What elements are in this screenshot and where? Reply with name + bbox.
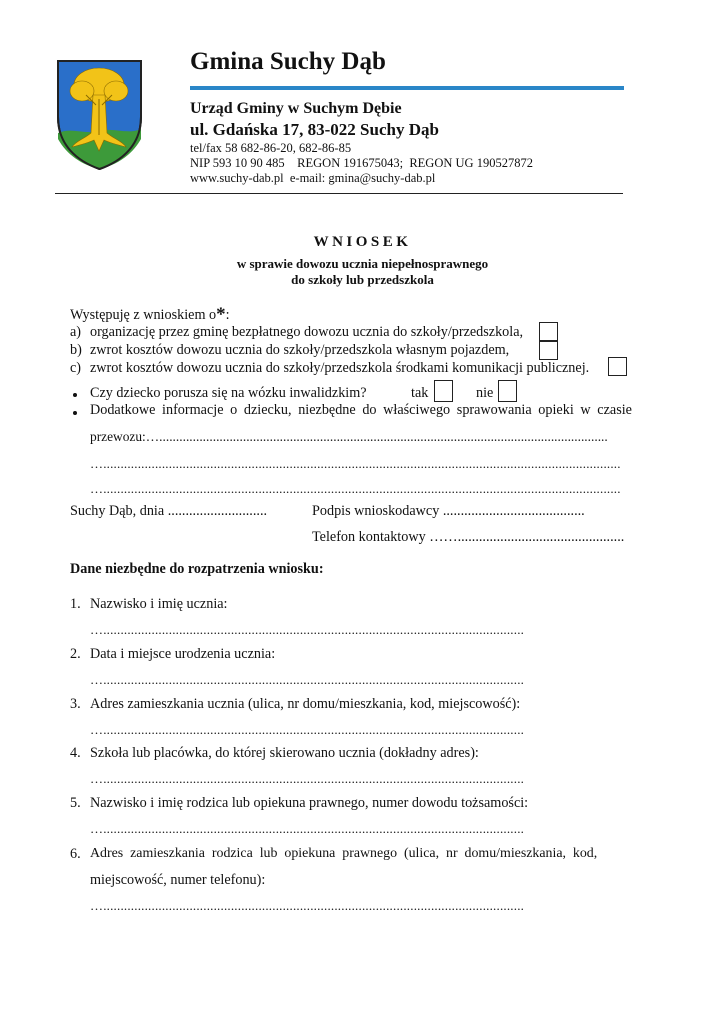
form-subtitle-line2: do szkoły lub przedszkola bbox=[291, 272, 434, 287]
request-intro: Występuję z wnioskiem o*: bbox=[70, 304, 230, 325]
office-address: ul. Gdańska 17, 83-022 Suchy Dąb bbox=[190, 120, 439, 139]
contact-phone-field[interactable]: Telefon kontaktowy ……............................................... bbox=[312, 529, 625, 545]
field-6-label: Adres zamieszkania rodzica lub opiekuna prawnego (ulica, nr domu/mieszkania, kod, bbox=[90, 846, 598, 861]
wheelchair-question: Czy dziecko porusza się na wózku inwalidzkim? bbox=[90, 385, 367, 401]
bullet-icon bbox=[73, 393, 77, 397]
field-5-label: Nazwisko i imię rodzica lub opiekuna prawnego, numer dowodu tożsamości: bbox=[90, 795, 529, 811]
field-1-number: 1. bbox=[70, 596, 81, 612]
option-c-marker: c) bbox=[70, 360, 82, 376]
field-3-input[interactable]: ….......................................................................................................................... bbox=[90, 722, 525, 737]
field-1-input[interactable]: ….......................................................................................................................... bbox=[90, 622, 525, 637]
asterisk-mark: * bbox=[216, 304, 226, 325]
form-title: WNIOSEK bbox=[313, 234, 412, 250]
field-2-number: 2. bbox=[70, 646, 81, 662]
field-3-label: Adres zamieszkania ucznia (ulica, nr domu/mieszkania, kod, miejscowość): bbox=[90, 696, 521, 712]
field-4-number: 4. bbox=[70, 745, 81, 761]
office-name: Urząd Gminy w Suchym Dębie bbox=[190, 100, 402, 117]
place-date-field[interactable]: Suchy Dąb, dnia ............................ bbox=[70, 503, 268, 519]
wheelchair-yes-checkbox[interactable] bbox=[434, 380, 453, 402]
field-2-input[interactable]: ….......................................................................................................................... bbox=[90, 672, 525, 687]
field-6-number: 6. bbox=[70, 846, 81, 862]
header-divider bbox=[55, 193, 623, 194]
field-4-label: Szkoła lub placówka, do której skierowano ucznia (dokładny adres): bbox=[90, 745, 479, 761]
field-6-input[interactable]: ….......................................................................................................................... bbox=[90, 898, 525, 913]
option-b-marker: b) bbox=[70, 342, 82, 358]
additional-info-label: Dodatkowe informacje o dziecku, niezbędne do właściwego sprawowania opieki w czasie bbox=[90, 402, 632, 418]
office-registry: NIP 593 10 90 485 REGON 191675043; REGON UG 190527872 bbox=[190, 156, 533, 170]
field-5-input[interactable]: ….......................................................................................................................... bbox=[90, 821, 525, 836]
wheelchair-yes-label: tak bbox=[411, 385, 429, 401]
option-c-checkbox[interactable] bbox=[608, 357, 627, 376]
additional-info-field-1[interactable]: przewozu:…...................................................................................................................................... bbox=[90, 429, 608, 444]
field-5-number: 5. bbox=[70, 795, 81, 811]
additional-info-field-3[interactable]: …...................................................................................................................................................... bbox=[90, 481, 621, 496]
office-web-email: www.suchy-dab.pl e-mail: gmina@suchy-dab.pl bbox=[190, 171, 436, 185]
organization-name: Gmina Suchy Dąb bbox=[190, 48, 386, 75]
additional-info-field-2[interactable]: …...................................................................................................................................................... bbox=[90, 456, 621, 471]
field-1-label: Nazwisko i imię ucznia: bbox=[90, 596, 228, 612]
field-3-number: 3. bbox=[70, 696, 81, 712]
coat-of-arms-icon bbox=[52, 55, 147, 173]
option-a-label: organizację przez gminę bezpłatnego dowozu ucznia do szkoły/przedszkola, bbox=[90, 324, 524, 340]
field-6-label-cont: miejscowość, numer telefonu): bbox=[90, 872, 266, 888]
section-heading: Dane niezbędne do rozpatrzenia wniosku: bbox=[70, 561, 324, 577]
field-4-input[interactable]: ….......................................................................................................................... bbox=[90, 771, 525, 786]
office-phone: tel/fax 58 682-86-20, 682-86-85 bbox=[190, 141, 352, 155]
form-subtitle-line1: w sprawie dowozu ucznia niepełnosprawnego bbox=[236, 256, 489, 271]
wheelchair-no-label: nie bbox=[476, 385, 494, 401]
option-a-checkbox[interactable] bbox=[539, 322, 558, 341]
option-b-label: zwrot kosztów dowozu ucznia do szkoły/przedszkola własnym pojazdem, bbox=[90, 342, 510, 358]
header-accent-bar bbox=[190, 86, 624, 90]
wheelchair-no-checkbox[interactable] bbox=[498, 380, 517, 402]
bullet-icon bbox=[73, 411, 77, 415]
option-c-label: zwrot kosztów dowozu ucznia do szkoły/przedszkola środkami komunikacji publicznej. bbox=[90, 360, 590, 376]
option-b-checkbox[interactable] bbox=[539, 341, 558, 360]
option-a-marker: a) bbox=[70, 324, 82, 340]
field-2-label: Data i miejsce urodzenia ucznia: bbox=[90, 646, 276, 662]
applicant-signature-field[interactable]: Podpis wnioskodawcy ........................................ bbox=[312, 503, 585, 519]
